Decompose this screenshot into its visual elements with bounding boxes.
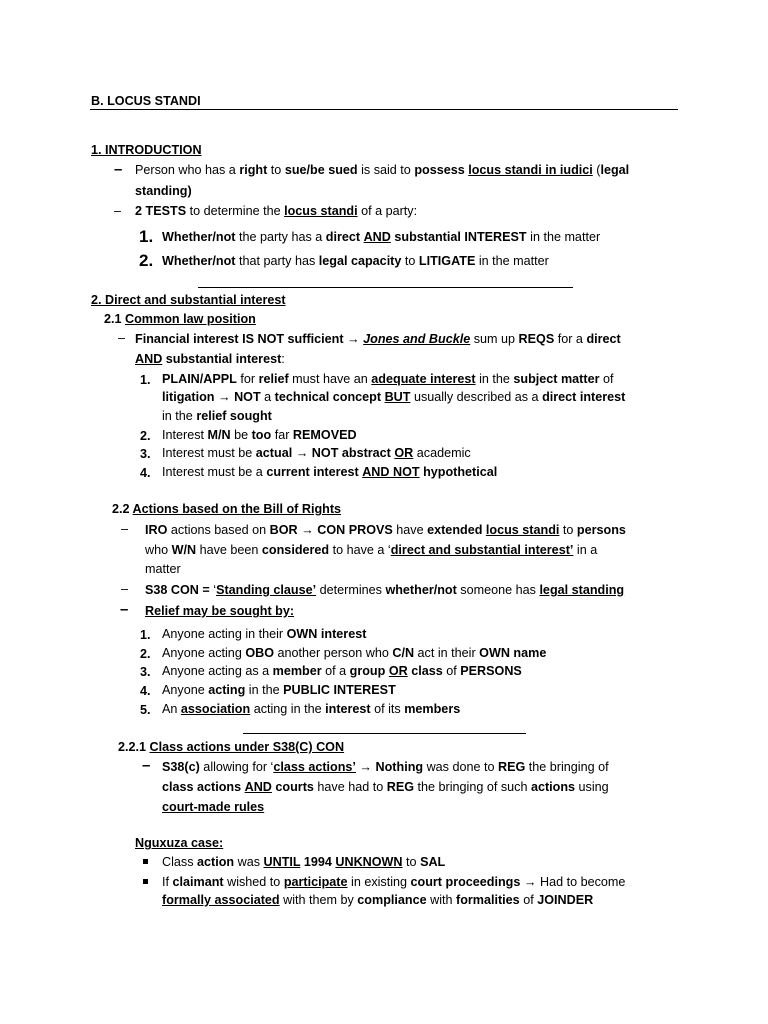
- relief-item-3: Anyone acting as a member of a group OR class of PERSONS: [162, 664, 522, 678]
- bullet-dash: –: [114, 204, 122, 218]
- list-number: 1.: [140, 373, 151, 387]
- bullet-dash: –: [118, 331, 126, 345]
- intro-bullet-2: 2 TESTS to determine the locus standi of a party:: [135, 204, 418, 218]
- section-2-1-heading: 2.1 Common law position: [104, 312, 256, 326]
- bor-bullet-3: Relief may be sought by:: [145, 604, 295, 618]
- relief-item-5: An association acting in the interest of its members: [162, 702, 461, 716]
- common-law-item-1-line-3: in the relief sought: [162, 409, 272, 423]
- bullet-dash: –: [120, 601, 129, 618]
- nguxuza-heading: Nguxuza case:: [135, 836, 224, 850]
- bullet-dash: –: [121, 582, 129, 596]
- common-law-item-1-line-2: litigation → NOT a technical concept BUT usually described as a direct interest: [162, 390, 626, 404]
- common-law-item-3: Interest must be actual → NOT abstract OR academic: [162, 446, 471, 460]
- section-1-heading: 1. INTRODUCTION: [91, 143, 202, 157]
- common-law-item-1-line-1: PLAIN/APPL for relief must have an adequate interest in the subject matter of: [162, 372, 614, 386]
- bullet-dash: –: [121, 522, 129, 536]
- bor-bullet-1-line-1: IRO actions based on BOR → CON PROVS have extended locus standi to persons: [145, 523, 626, 537]
- class-actions-bullet-line-2: class actions AND courts have had to REG the bringing of such actions using: [162, 780, 609, 794]
- section-2-heading: 2. Direct and substantial interest: [91, 293, 286, 307]
- nguxuza-bullet-1: Class action was UNTIL 1994 UNKNOWN to SAL: [162, 855, 446, 869]
- bullet-dash: –: [114, 161, 123, 178]
- nguxuza-bullet-2-line-1: If claimant wished to participate in existing court proceedings → Had to become: [162, 875, 626, 889]
- list-number: 1.: [140, 628, 151, 642]
- divider: [243, 733, 526, 734]
- section-2-2-heading: 2.2 Actions based on the Bill of Rights: [112, 502, 342, 516]
- nguxuza-bullet-2-line-2: formally associated with them by compliance with formalities of JOINDER: [162, 893, 594, 907]
- intro-bullet-1-line-2: standing): [135, 184, 192, 198]
- test-1-number: 1.: [139, 227, 154, 246]
- common-law-item-2: Interest M/N be too far REMOVED: [162, 428, 357, 442]
- test-1: Whether/not the party has a direct AND substantial INTEREST in the matter: [162, 230, 601, 244]
- bor-bullet-2: S38 CON = ‘Standing clause’ determines whether/not someone has legal standing: [145, 583, 625, 597]
- relief-item-4: Anyone acting in the PUBLIC INTEREST: [162, 683, 396, 697]
- list-number: 2.: [140, 647, 151, 661]
- bor-bullet-1-line-3: matter: [145, 562, 181, 576]
- list-number: 2.: [140, 429, 151, 443]
- test-2-number: 2.: [139, 251, 154, 270]
- bor-bullet-1-line-2: who W/N have been considered to have a ‘direct and substantial interest’ in a: [145, 543, 598, 557]
- list-number: 3.: [140, 665, 151, 679]
- document-title: B. LOCUS STANDI: [91, 94, 201, 108]
- intro-bullet-1-line-1: Person who has a right to sue/be sued is said to possess locus standi in iudici (legal: [135, 163, 630, 177]
- title-underline: [90, 109, 678, 110]
- square-bullet-icon: [143, 859, 148, 864]
- common-law-bullet-line-2: AND substantial interest:: [135, 352, 285, 366]
- bullet-dash: –: [142, 757, 151, 774]
- relief-item-1: Anyone acting in their OWN interest: [162, 627, 367, 641]
- class-actions-bullet-line-1: S38(c) allowing for ‘class actions’ → Nothing was done to REG the bringing of: [162, 760, 609, 774]
- divider: [198, 287, 573, 288]
- list-number: 5.: [140, 703, 151, 717]
- list-number: 4.: [140, 684, 151, 698]
- list-number: 3.: [140, 447, 151, 461]
- square-bullet-icon: [143, 879, 148, 884]
- test-2: Whether/not that party has legal capacity to LITIGATE in the matter: [162, 254, 549, 268]
- relief-item-2: Anyone acting OBO another person who C/N act in their OWN name: [162, 646, 547, 660]
- common-law-bullet-line-1: Financial interest IS NOT sufficient → Jones and Buckle sum up REQS for a direct: [135, 332, 621, 346]
- list-number: 4.: [140, 466, 151, 480]
- section-2-2-1-heading: 2.2.1 Class actions under S38(C) CON: [118, 740, 345, 754]
- common-law-item-4: Interest must be a current interest AND NOT hypothetical: [162, 465, 498, 479]
- class-actions-bullet-line-3: court-made rules: [162, 800, 265, 814]
